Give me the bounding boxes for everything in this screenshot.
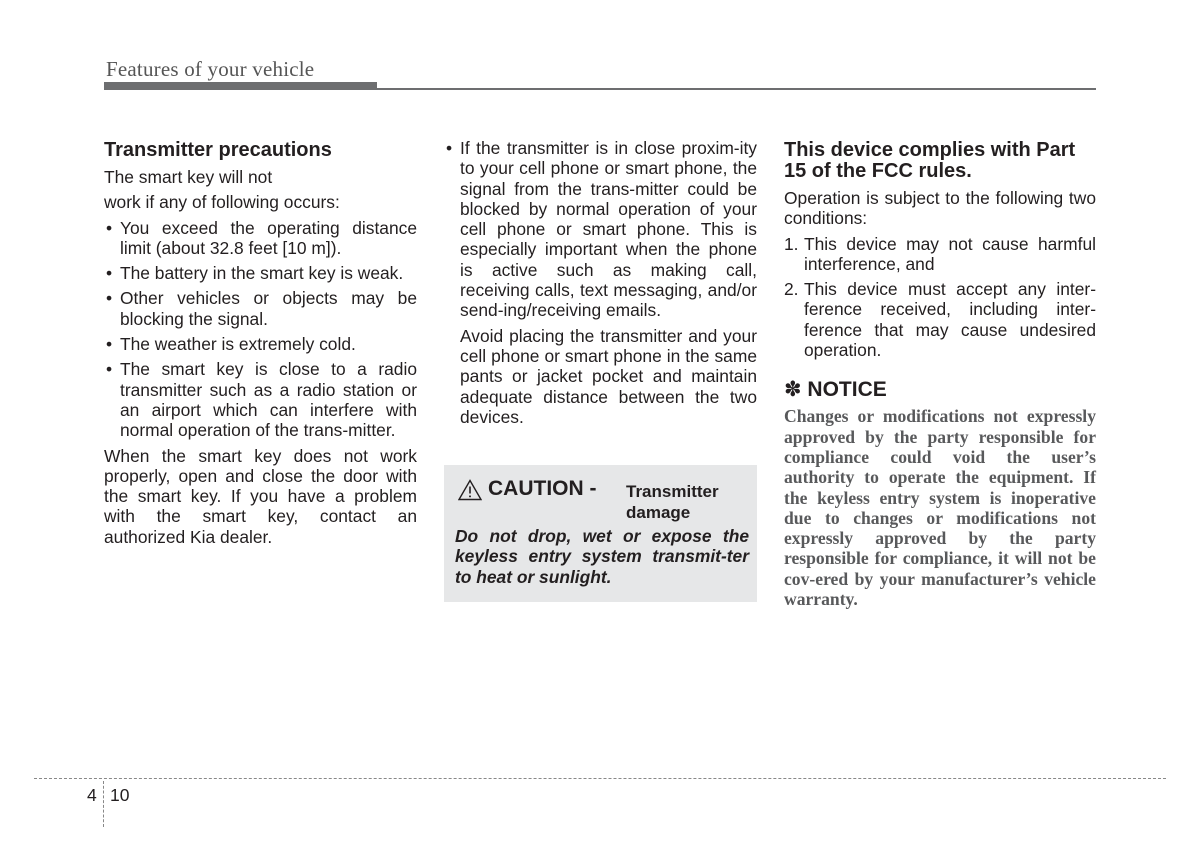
caution-box (444, 465, 757, 602)
intro-line-1: The smart key will not (104, 167, 273, 187)
item-number: 1. (784, 233, 799, 254)
precaution-list (104, 218, 417, 441)
caution-text: Do not drop, wet or expose the keyless entry system transmit-ter to heat or sunlight. (455, 526, 749, 587)
cellphone-list (444, 138, 757, 321)
footer-rule (34, 778, 1166, 779)
heading-transmitter-precautions: Transmitter precautions (104, 139, 332, 161)
list-item (784, 234, 1096, 275)
list-item: • Other vehicles or objects may be blocking the signal. (104, 288, 417, 329)
intro-line-2: work if any of following occurs: (104, 192, 340, 213)
fcc-conditions (784, 234, 1096, 361)
chapter-number: 4 (87, 785, 97, 805)
list-item: • If the transmitter is in close proxim-ity to your cell phone or smart phone, the signal from the trans-mitter could be blocked by normal operation of your cell phone or smart phone. This is especially important when the phone is active such as making call, receiving calls, text messaging, and/or send-ing/receiving emails. (444, 138, 757, 321)
item-text: This device may not cause harmful interference, and (804, 233, 1096, 274)
caution-subtitle: Transmitter damage (626, 482, 719, 522)
heading-fcc: This device complies with Part 15 of the FCC rules. (784, 139, 1076, 182)
item-number: 2. (784, 279, 799, 300)
column-middle (444, 138, 757, 432)
column-left (104, 138, 417, 552)
footer-divider (103, 781, 104, 827)
list-item: • The weather is extremely cold. (104, 334, 417, 354)
notice-heading: ✽ NOTICE (784, 378, 887, 402)
page-number: 10 (110, 785, 130, 805)
closing-paragraph: When the smart key does not work properly, open and close the door with the smart key. If you have a problem with the smart key, contact an authorized Kia dealer. (104, 445, 417, 547)
warning-triangle-icon (458, 479, 482, 501)
avoid-paragraph: Avoid placing the transmitter and your cell phone or smart phone in the same pants or jacket pocket and maintain adequate distance between the two devices. (460, 325, 757, 427)
fcc-intro: Operation is subject to the following two conditions: (784, 188, 1096, 229)
list-item: • You exceed the operating distance limit (about 32.8 feet [10 m]). (104, 218, 417, 259)
list-item: • The battery in the smart key is weak. (104, 263, 417, 283)
caution-label: CAUTION - (488, 477, 597, 500)
item-text: This device must accept any inter-ference received, including inter-ference that may cause undesired operation. (804, 279, 1096, 361)
list-item: • The smart key is close to a radio transmitter such as a radio station or an airport which can interfere with normal operation of the trans-mitter. (104, 359, 417, 440)
column-right (784, 138, 1096, 609)
notice-text: Changes or modifications not expressly approved by the party responsible for compliance could void the user’s authority to operate the equipment. If the keyless entry system is inoperative due to changes or modifications not expressly approved by the party responsible for compliance, it will not be cov-ered by your manufacturer’s vehicle warranty. (784, 406, 1096, 610)
header-rule (104, 88, 1096, 90)
list-item (784, 279, 1096, 360)
section-title: Features of your vehicle (106, 57, 315, 81)
